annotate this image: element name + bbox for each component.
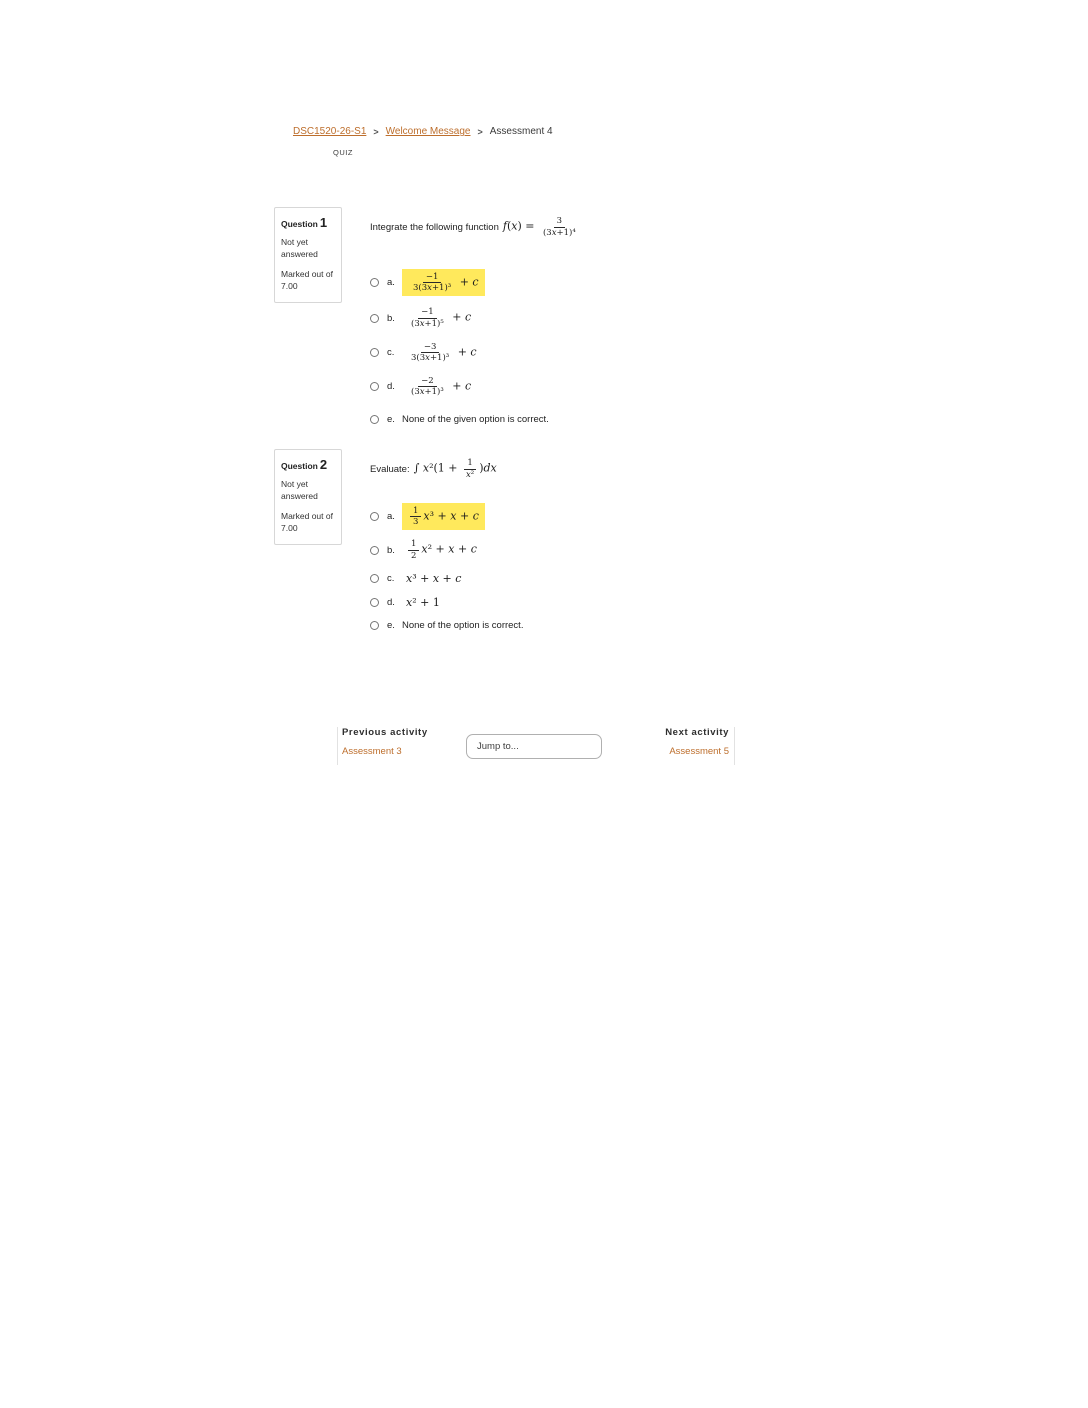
radio-button[interactable] <box>370 621 379 630</box>
activity-type-label: QUIZ <box>333 148 353 157</box>
question-prompt-formula: f(x) = $\frac{3}{\text{(3x+1)⁴}}$ <box>502 216 576 238</box>
answer-option-d[interactable] <box>370 374 581 399</box>
question-prompt-formula: ∫ x²(1 + $\frac{1}{\text{x²}}$ )dx <box>413 458 497 480</box>
activity-navigation <box>337 727 735 767</box>
question-number <box>281 215 335 230</box>
breadcrumb-current: Assessment 4 <box>489 126 553 137</box>
radio-button[interactable] <box>370 598 379 607</box>
breadcrumb-link-course[interactable]: DSC1520-26-S1 <box>293 126 367 137</box>
option-text: None of the option is correct. <box>402 619 524 631</box>
radio-button[interactable] <box>370 348 379 357</box>
option-letter: c. <box>387 572 395 584</box>
question-number-label: Question <box>281 219 318 229</box>
radio-button[interactable] <box>370 415 379 424</box>
question-prompt <box>370 213 581 241</box>
question-number-value: 2 <box>319 457 328 472</box>
option-letter: a. <box>387 511 395 523</box>
option-formula: $\frac{-2}{\text{(3x+1)³}}$ + c <box>411 376 472 398</box>
question-marks: Marked out of 7.00 <box>281 268 333 291</box>
answer-option-e[interactable] <box>370 409 581 430</box>
breadcrumb-separator-icon: > <box>477 126 483 137</box>
option-formula: x³ + x + c <box>406 571 462 585</box>
question-status: Not yet answered <box>281 237 318 259</box>
option-letter: e. <box>387 619 395 631</box>
previous-activity <box>337 727 428 765</box>
option-letter: b. <box>387 312 395 324</box>
radio-button[interactable] <box>370 546 379 555</box>
answer-option-d[interactable] <box>370 594 523 611</box>
breadcrumb-separator-icon: > <box>373 126 379 137</box>
previous-activity-link[interactable]: Assessment 3 <box>342 746 402 757</box>
radio-button[interactable] <box>370 278 379 287</box>
option-letter: d. <box>387 596 395 608</box>
answer-option-b[interactable] <box>370 537 523 562</box>
previous-activity-label: Previous activity <box>342 727 428 738</box>
question-prompt-text: Evaluate: <box>370 463 410 475</box>
option-text: None of the given option is correct. <box>402 413 549 425</box>
answer-option-c[interactable] <box>370 570 523 587</box>
option-letter: e. <box>387 413 395 425</box>
question-body <box>370 207 581 439</box>
next-activity-label: Next activity <box>665 727 729 738</box>
next-activity <box>665 727 735 765</box>
option-formula: $\frac{-3}{\text{3(3x+1)³}}$ + c <box>411 341 477 363</box>
radio-button[interactable] <box>370 382 379 391</box>
question-info-box <box>274 207 342 303</box>
question-marks: Marked out of 7.00 <box>281 510 333 533</box>
question-block-1 <box>274 207 774 439</box>
answer-options <box>370 269 581 430</box>
question-prompt-text: Integrate the following function <box>370 221 499 233</box>
radio-button[interactable] <box>370 512 379 521</box>
answer-option-e[interactable] <box>370 618 523 633</box>
option-letter: a. <box>387 277 395 289</box>
radio-button[interactable] <box>370 574 379 583</box>
question-number-label: Question <box>281 461 318 471</box>
answer-option-a[interactable] <box>370 503 523 530</box>
question-number <box>281 457 335 472</box>
option-letter: b. <box>387 544 395 556</box>
question-info-box <box>274 449 342 545</box>
option-formula: $\frac{1}{3}$ x³ + x + c <box>402 503 485 530</box>
option-formula: $\frac{-1}{\text{3(3x+1)³}}$ + c <box>402 269 485 296</box>
answer-option-c[interactable] <box>370 340 581 365</box>
question-block-2 <box>274 449 774 640</box>
option-letter: c. <box>387 346 395 358</box>
question-prompt <box>370 455 523 483</box>
option-formula: x² + 1 <box>406 595 440 609</box>
option-letter: d. <box>387 381 395 393</box>
option-formula: $\frac{1}{2}$ x² + x + c <box>402 537 481 562</box>
radio-button[interactable] <box>370 314 379 323</box>
breadcrumb-link-welcome-message[interactable]: Welcome Message <box>385 126 471 137</box>
answer-option-b[interactable] <box>370 305 581 330</box>
question-body <box>370 449 523 640</box>
question-number-value: 1 <box>319 215 328 230</box>
option-formula: $\frac{-1}{\text{(3x+1)⁵}}$ + c <box>411 307 472 329</box>
question-status: Not yet answered <box>281 479 318 501</box>
next-activity-link[interactable]: Assessment 5 <box>669 746 729 757</box>
jump-to-select[interactable] <box>466 734 602 759</box>
answer-option-a[interactable] <box>370 269 581 296</box>
breadcrumb <box>293 126 553 137</box>
answer-options <box>370 503 523 633</box>
